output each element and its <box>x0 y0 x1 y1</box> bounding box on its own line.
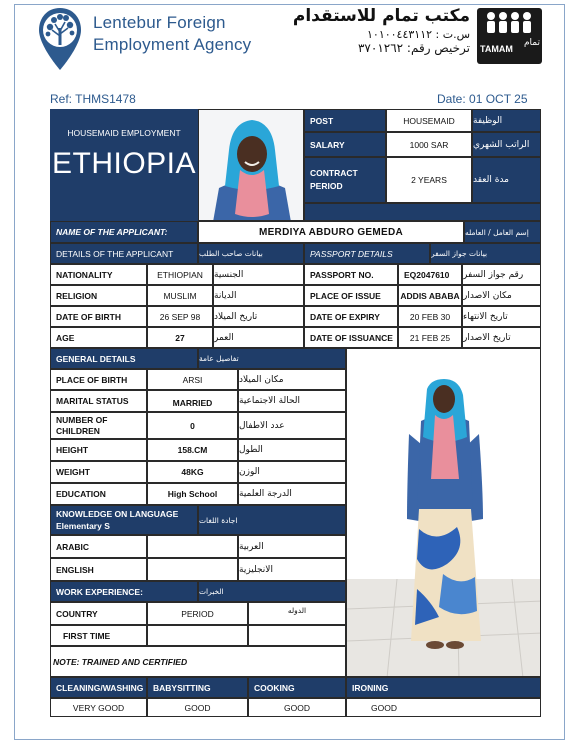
applicant-name-label: NAME OF THE APPLICANT: <box>50 221 198 243</box>
applicant-name-arabic: إسم العامل / العامله <box>464 221 541 243</box>
arabic-license: ترخيص رقم: ٣٧٠١٢٦٢ <box>357 41 470 55</box>
number-of-children-value: 0 <box>147 412 238 439</box>
general-section-title-arabic: تفاصيل عامة <box>198 348 346 369</box>
date-of-issuance-label: DATE OF ISSUANCE <box>304 327 398 348</box>
passport-section-title-arabic: بيانات جواز السفر <box>430 243 541 264</box>
contract-period-arabic: مدة العقد <box>472 157 541 203</box>
marital-status-arabic: الحالة الاجتماعية <box>238 390 346 412</box>
country-banner <box>50 109 198 221</box>
arabic-language-arabic: العربية <box>238 535 346 558</box>
first-time-country <box>248 625 346 646</box>
weight-value: 48KG <box>147 461 238 483</box>
weight-arabic: الوزن <box>238 461 346 483</box>
skill-header-ironing: IRONING <box>346 677 541 698</box>
date-of-birth-arabic: تاريخ الميلاد <box>213 306 304 327</box>
language-section-title-arabic: اجادة اللغات <box>198 505 346 535</box>
country-name: ETHIOPIA <box>51 147 197 180</box>
agency-name-line1: Lentebur Foreign <box>93 13 226 32</box>
reference-number: Ref: THMS1478 <box>50 92 136 106</box>
work-experience-title-arabic: الخبرات <box>198 581 346 602</box>
arabic-office-name: مكتب تمام للاستقدام <box>292 6 470 26</box>
post-label: POST <box>304 109 386 132</box>
age-value: 27 <box>147 327 213 348</box>
height-value: 158.CM <box>147 439 238 461</box>
education-value: High School <box>147 483 238 505</box>
skill-value-cleaning: VERY GOOD <box>50 698 147 717</box>
arabic-language-label: ARABIC <box>50 535 147 558</box>
education-label: EDUCATION <box>50 483 147 505</box>
arabic-language-level <box>147 535 238 558</box>
skill-header-cleaning: CLEANING/WASHING <box>50 677 147 698</box>
place-of-issue-arabic: مكان الاصدار <box>462 285 541 306</box>
portrait-photo-icon <box>199 110 304 221</box>
place-of-issue-label: PLACE OF ISSUE <box>304 285 398 306</box>
english-language-arabic: الانجليزية <box>238 558 346 581</box>
first-time-label: FIRST TIME <box>50 625 147 646</box>
education-arabic: الدرجة العلمية <box>238 483 346 505</box>
language-section <box>50 505 198 535</box>
salary-value: 1000 SAR <box>386 132 472 157</box>
full-body-photo-icon <box>347 349 541 677</box>
nationality-label: NATIONALITY <box>50 264 147 285</box>
religion-value: MUSLIM <box>147 285 213 306</box>
skill-value-ironing: GOOD <box>346 698 541 717</box>
applicant-portrait <box>198 109 304 221</box>
number-of-children-label: NUMBER OF CHILDREN <box>50 412 147 439</box>
english-language-label: ENGLISH <box>50 558 147 581</box>
agency-name-line2: Employment Agency <box>93 35 252 54</box>
post-value: HOUSEMAID <box>386 109 472 132</box>
details-section-title-arabic: بيانات صاحب الطلب <box>198 243 304 264</box>
english-language-level <box>147 558 238 581</box>
passport-section-title: PASSPORT DETAILS <box>304 243 430 264</box>
skill-value-cooking: GOOD <box>248 698 346 717</box>
place-of-issue-value: ADDIS ABABA <box>398 285 462 306</box>
document-date: Date: 01 OCT 25 <box>437 92 528 106</box>
nationality-value: ETHIOPIAN <box>147 264 213 285</box>
age-arabic: العمر <box>213 327 304 348</box>
religion-arabic: الديانة <box>213 285 304 306</box>
applicant-full-body-photo <box>346 348 541 677</box>
general-section-title: GENERAL DETAILS <box>50 348 198 369</box>
people-group-icon <box>477 8 542 38</box>
skill-value-babysitting: GOOD <box>147 698 248 717</box>
number-of-children-arabic: عدد الاطفال <box>238 412 346 439</box>
age-label: AGE <box>50 327 147 348</box>
top-block-spacer <box>304 203 541 221</box>
trained-certified-note: NOTE: TRAINED AND CERTIFIED <box>50 646 346 677</box>
place-of-birth-arabic: مكان الميلاد <box>238 369 346 390</box>
post-arabic: الوظيفة <box>472 109 541 132</box>
date-of-expiry-arabic: تاريخ الانتهاء <box>462 306 541 327</box>
contract-period-value: 2 YEARS <box>386 157 472 203</box>
date-of-expiry-label: DATE OF EXPIRY <box>304 306 398 327</box>
date-of-issuance-arabic: تاريخ الاصدار <box>462 327 541 348</box>
height-arabic: الطول <box>238 439 346 461</box>
date-of-expiry-value: 20 FEB 30 <box>398 306 462 327</box>
date-of-issuance-value: 21 FEB 25 <box>398 327 462 348</box>
work-period-label: PERIOD <box>147 602 248 625</box>
language-level: Elementary S <box>56 521 110 531</box>
passport-no-arabic: رقم جواز السفر <box>462 264 541 285</box>
place-of-birth-value: ARSI <box>147 369 238 390</box>
arabic-registration: س.ت : ١٠١٠٠٤٤٣١١٢ <box>367 28 470 41</box>
work-country-label: COUNTRY <box>50 602 147 625</box>
work-country-arabic: الدوله <box>248 602 346 625</box>
passport-no-label: PASSPORT NO. <box>304 264 398 285</box>
first-time-period <box>147 625 248 646</box>
date-of-birth-value: 26 SEP 98 <box>147 306 213 327</box>
religion-label: RELIGION <box>50 285 147 306</box>
skill-header-cooking: COOKING <box>248 677 346 698</box>
salary-label: SALARY <box>304 132 386 157</box>
date-of-birth-label: DATE OF BIRTH <box>50 306 147 327</box>
salary-arabic: الراتب الشهري <box>472 132 541 157</box>
tamam-logo-text: TAMAM <box>480 44 513 54</box>
language-section-title: KNOWLEDGE ON LANGUAGE <box>56 509 179 519</box>
marital-status-value: MARRIED <box>147 390 238 412</box>
passport-no-value: EQ2047610 <box>398 264 462 285</box>
marital-status-label: MARITAL STATUS <box>50 390 147 412</box>
employment-type: HOUSEMAID EMPLOYMENT <box>67 128 181 138</box>
work-experience-title: WORK EXPERIENCE: <box>50 581 198 602</box>
tree-pin-logo-icon <box>37 6 83 72</box>
agency-name <box>93 12 251 56</box>
contract-period-label: CONTRACT PERIOD <box>304 157 386 203</box>
tamam-logo-arabic: تمام <box>523 38 540 48</box>
applicant-name-value: MERDIYA ABDURO GEMEDA <box>198 221 464 243</box>
nationality-arabic: الجنسية <box>213 264 304 285</box>
details-section-title: DETAILS OF THE APPLICANT <box>50 243 198 264</box>
tamam-logo <box>477 8 542 64</box>
skill-header-babysitting: BABYSITTING <box>147 677 248 698</box>
height-label: HEIGHT <box>50 439 147 461</box>
place-of-birth-label: PLACE OF BIRTH <box>50 369 147 390</box>
weight-label: WEIGHT <box>50 461 147 483</box>
